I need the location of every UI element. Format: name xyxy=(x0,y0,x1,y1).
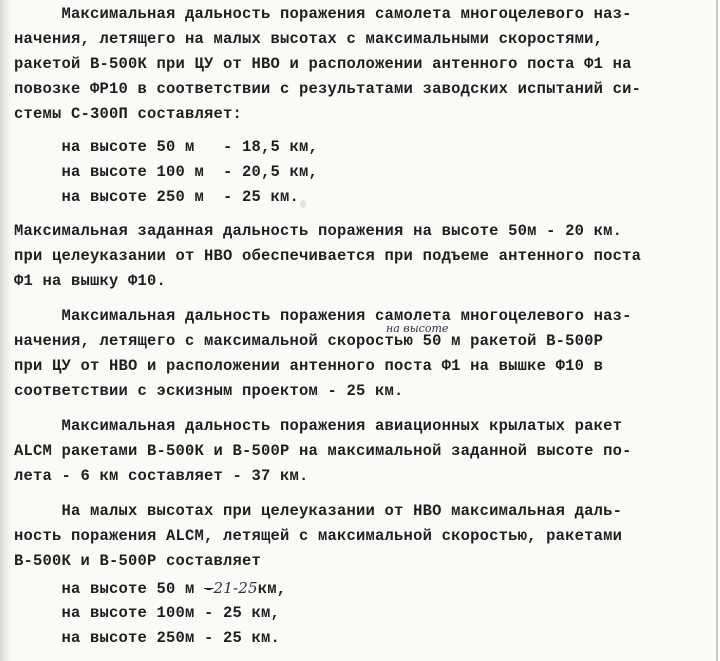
p5-item-50m-unit: км, xyxy=(257,580,287,598)
page-edge-shadow xyxy=(716,0,718,661)
p3-line-4: соответствии с эскизным проектом - 25 км. xyxy=(14,382,404,400)
p2-line-3: Ф1 на вышку Ф10. xyxy=(14,272,167,290)
p5-item-50m-handwritten-value: 21-25 xyxy=(213,579,258,597)
p1-line-1: Максимальная дальность поражения самолета многоцелевого наз- xyxy=(14,5,632,23)
p5-item-100m: на высоте 100м - 25 км, xyxy=(14,604,281,622)
p5-item-50m-struck-dash: - xyxy=(204,580,214,598)
p1-item-100m: на высоте 100 м - 20,5 км, xyxy=(14,163,319,181)
p3-line-3: при ЦУ от НВО и расположении антенного поста Ф1 на вышке Ф10 в xyxy=(14,357,604,375)
p3-line-2: начения, летящего с максимальной скоростью 50 м ракетой В-500Р xyxy=(14,332,604,350)
p1-line-3: ракетой В-500К при ЦУ от НВО и расположении антенного поста Ф1 на xyxy=(14,55,632,73)
p4-line-3: лета - 6 км составляет - 37 км. xyxy=(14,467,309,485)
p5-line-1: На малых высотах при целеуказании от НВО максимальная даль- xyxy=(14,502,623,520)
p5-item-50m-prefix: на высоте 50 м xyxy=(14,580,205,598)
p1-line-5: стемы С-300П составляет: xyxy=(14,105,243,123)
p4-line-2: ALCM ракетами В-500К и В-500Р на максимальной заданной высоте по- xyxy=(14,442,632,460)
p5-item-50m xyxy=(14,578,286,599)
p3-line-1: Максимальная дальность поражения самолета многоцелевого наз- xyxy=(14,307,632,325)
p2-line-2: при целеуказании от НВО обеспечивается при подъеме антенного поста xyxy=(14,247,642,265)
p2-line-1: Максимальная заданная дальность поражения на высоте 50м - 20 км. xyxy=(14,222,623,240)
p4-line-1: Максимальная дальность поражения авиационных крылатых ракет xyxy=(14,417,623,435)
ink-smudge xyxy=(300,200,306,208)
p1-item-250m: на высоте 250 м - 25 км. xyxy=(14,188,300,206)
p1-item-50m: на высоте 50 м - 18,5 км, xyxy=(14,138,319,156)
p5-line-3: В-500К и В-500Р составляет xyxy=(14,552,262,570)
handwritten-insert-na-vysote: на высоте xyxy=(386,322,449,335)
p5-item-250m: на высоте 250м - 25 км. xyxy=(14,629,281,647)
p1-line-4: повозке ФР10 в соответствии с результатами заводских испытаний си- xyxy=(14,80,642,98)
p5-line-2: ность поражения ALCM, летящей с максимальной скоростью, ракетами xyxy=(14,527,623,545)
p1-line-2: начения, летящего на малых высотах с максимальными скоростями, xyxy=(14,30,604,48)
